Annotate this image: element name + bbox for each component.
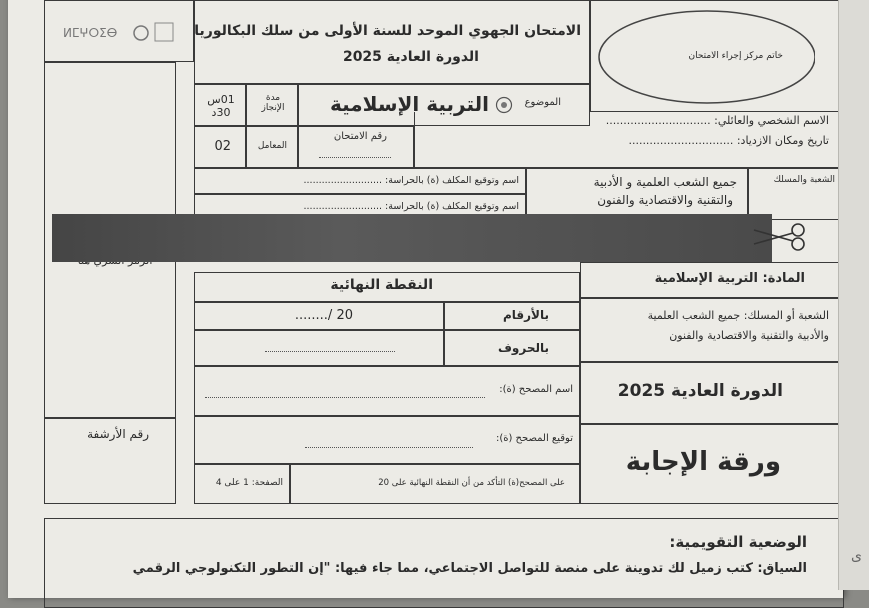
final-score-title: النقطة النهائية — [330, 277, 433, 293]
coef-label-box — [246, 126, 298, 168]
context-line: السياق: كتب زميل لك تدوينة على منصة للتواصل الاجتماعي، مما جاء فيها: "إن التطور التكنولوجي الرقمي — [132, 561, 807, 576]
exam-answer-sheet — [8, 0, 844, 598]
score-letters-label: بالحروف — [497, 341, 549, 355]
score-numbers-label-box — [444, 302, 580, 330]
score-numbers-label: بالأرقام — [502, 308, 549, 322]
duration-label-box — [246, 84, 298, 126]
candidate-birth-label: تاريخ ومكان الازدياد: .............................. — [628, 134, 829, 147]
duration-value: 01س 30د — [207, 93, 235, 119]
proctor-2-label: اسم وتوقيع المكلف (ة) بالحراسة: .......................... — [303, 201, 519, 212]
grader-name-label: اسم المصحح (ة): — [499, 384, 573, 395]
grader-signature-field[interactable] — [305, 447, 473, 448]
summary-branch-2: والأدبية والتقنية والاقتصادية والفنون — [669, 329, 829, 342]
archive-number-label: رقم الأرشفة — [87, 427, 149, 441]
coef-value-box — [194, 126, 246, 168]
coef-label: المعامل — [257, 141, 287, 151]
next-page-edge — [838, 0, 869, 590]
score-numbers-value-box — [194, 302, 444, 330]
candidate-info-box — [414, 112, 844, 168]
exam-number-label: رقم الامتحان — [333, 131, 387, 142]
answer-body-box — [44, 518, 844, 608]
duration-label: مدة الإنجاز — [261, 93, 285, 113]
exam-number-field[interactable] — [319, 157, 391, 158]
page-number-box — [194, 464, 290, 504]
summary-branch-box — [580, 298, 844, 362]
exam-title-box — [194, 0, 590, 84]
summary-session: الدورة العادية 2025 — [617, 381, 783, 401]
grader-note: على المصحح(ة) التأكد من أن النقطة النهائية على 20 — [378, 478, 565, 488]
ministry-logo-icon — [59, 15, 179, 51]
next-page-glyph: ى — [851, 548, 862, 564]
summary-subject-box — [580, 262, 844, 298]
answer-sheet-title: ورقة الإجابة — [625, 447, 781, 477]
proctor-box-1 — [194, 168, 526, 194]
score-letters-label-box — [444, 330, 580, 366]
exam-number-box — [298, 126, 414, 168]
grader-name-box — [194, 366, 580, 416]
grader-name-field[interactable] — [205, 397, 485, 398]
situation-title: الوضعية التقويمية: — [669, 533, 807, 551]
scissors-icon — [750, 222, 810, 252]
duration-box — [194, 84, 246, 126]
summary-session-box — [580, 362, 844, 424]
score-letters-value-box — [194, 330, 444, 366]
proctor-1-label: اسم وتوقيع المكلف (ة) بالحراسة: .......................... — [303, 175, 519, 186]
stamp-box — [590, 0, 844, 112]
branch-value-1: جميع الشعب العلمية و الأدبية — [593, 175, 737, 189]
score-numbers-value[interactable]: ......../ 20 — [294, 308, 353, 323]
exam-title: الامتحان الجهوي الموحد للسنة الأولى من سلك البكالوريا — [194, 23, 581, 39]
stamp-label: خاتم مركز إجراء الامتحان — [688, 51, 783, 61]
branch-value-2: والتقنية والاقتصادية والفنون — [597, 193, 733, 207]
cut-band — [52, 214, 772, 262]
grader-note-box — [290, 464, 580, 504]
branch-label: الشعبة والمسلك — [773, 175, 835, 185]
coef-value: 02 — [214, 139, 231, 154]
grader-signature-label: توقيع المصحح (ة): — [495, 433, 573, 444]
exam-session: الدورة العادية 2025 — [342, 49, 479, 65]
summary-subject: المادة: التربية الإسلامية — [654, 271, 805, 286]
branch-label-box — [748, 168, 844, 220]
answer-sheet-title-box — [580, 424, 844, 504]
page-number: الصفحة: 1 على 4 — [215, 478, 283, 488]
grader-signature-box — [194, 416, 580, 464]
subject-name: التربية الإسلامية — [329, 92, 489, 116]
svg-text:ⵍⵎⵖⵔⵉⴱ: ⵍⵎⵖⵔⵉⴱ — [63, 26, 118, 40]
archive-number-box — [44, 418, 176, 504]
ministry-logo-box — [44, 0, 194, 62]
summary-branch-1: الشعبة أو المسلك: جميع الشعب العلمية — [647, 309, 829, 322]
branch-box — [526, 168, 748, 220]
final-score-title-box — [194, 272, 580, 302]
candidate-name-label: الاسم الشخصي والعائلي: .............................. — [605, 114, 829, 127]
subject-label: الموضوع — [524, 97, 561, 108]
score-letters-field[interactable] — [265, 351, 395, 352]
